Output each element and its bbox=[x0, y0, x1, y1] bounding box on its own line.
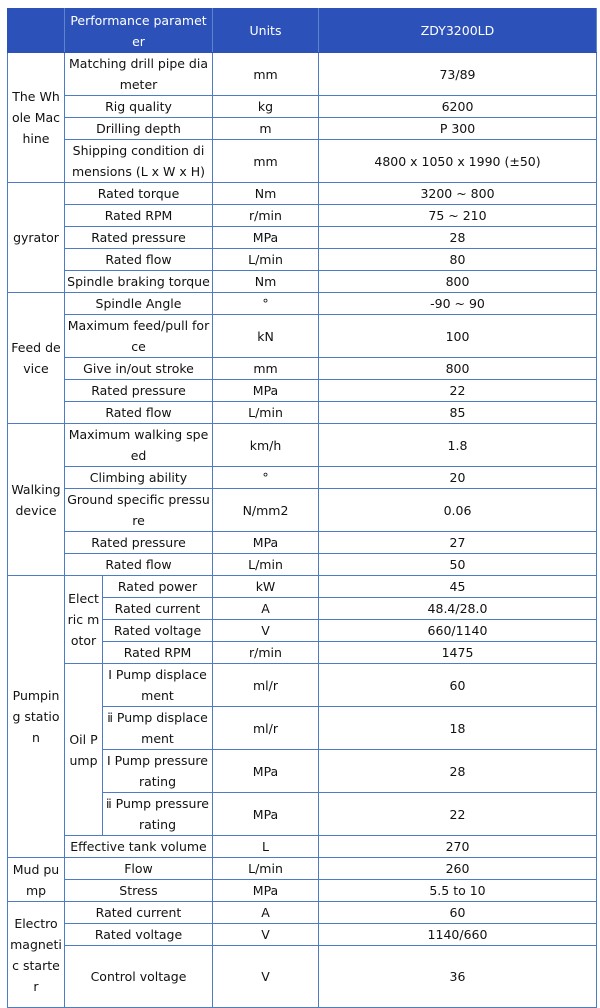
param-cell: Rated flow bbox=[65, 249, 213, 271]
param-cell: Rated flow bbox=[65, 402, 213, 424]
value-cell: 660/1140 bbox=[319, 620, 597, 642]
value-cell: 260 bbox=[319, 858, 597, 880]
value-cell: 6200 bbox=[319, 96, 597, 118]
param-cell: Climbing ability bbox=[65, 467, 213, 489]
param-cell: Rated torque bbox=[65, 183, 213, 205]
table-row bbox=[8, 924, 597, 946]
value-cell: -90 ~ 90 bbox=[319, 293, 597, 315]
table-row bbox=[8, 315, 597, 358]
group-whole-machine: The Whole Machine bbox=[8, 53, 65, 183]
table-row bbox=[8, 271, 597, 293]
value-cell: 270 bbox=[319, 836, 597, 858]
units-cell: r/min bbox=[213, 642, 319, 664]
units-cell: Nm bbox=[213, 271, 319, 293]
group-pumping-station: Pumping station bbox=[8, 576, 65, 858]
units-cell: m bbox=[213, 118, 319, 140]
value-cell: 75 ~ 210 bbox=[319, 205, 597, 227]
value-cell: 1140/660 bbox=[319, 924, 597, 946]
group-mud-pump: Mud pump bbox=[8, 858, 65, 902]
units-cell: V bbox=[213, 924, 319, 946]
units-cell: kg bbox=[213, 96, 319, 118]
units-cell: mm bbox=[213, 53, 319, 96]
param-cell: Rated current bbox=[103, 598, 213, 620]
units-cell: kN bbox=[213, 315, 319, 358]
units-cell: ml/r bbox=[213, 707, 319, 750]
param-cell: Control voltage bbox=[65, 946, 213, 1008]
units-cell: kW bbox=[213, 576, 319, 598]
subgroup-electric-motor: Electric motor bbox=[65, 576, 103, 664]
table-row bbox=[8, 96, 597, 118]
value-cell: 60 bbox=[319, 902, 597, 924]
header-model: ZDY3200LD bbox=[319, 9, 597, 53]
value-cell: 0.06 bbox=[319, 489, 597, 532]
units-cell: N/mm2 bbox=[213, 489, 319, 532]
value-cell: 73/89 bbox=[319, 53, 597, 96]
group-feed-device: Feed device bbox=[8, 293, 65, 424]
units-cell: ° bbox=[213, 293, 319, 315]
table-row bbox=[8, 53, 597, 96]
table-row bbox=[8, 118, 597, 140]
table-row bbox=[8, 249, 597, 271]
units-cell: L/min bbox=[213, 554, 319, 576]
param-cell: Rig quality bbox=[65, 96, 213, 118]
header-units: Units bbox=[213, 9, 319, 53]
param-cell: Spindle braking torque bbox=[65, 271, 213, 293]
value-cell: 1475 bbox=[319, 642, 597, 664]
param-cell: Effective tank volume bbox=[65, 836, 213, 858]
table-row bbox=[8, 467, 597, 489]
table-row bbox=[8, 946, 597, 1008]
table-row bbox=[8, 424, 597, 467]
table-row bbox=[8, 140, 597, 183]
value-cell: 45 bbox=[319, 576, 597, 598]
param-cell: Maximum walking speed bbox=[65, 424, 213, 467]
table-row bbox=[8, 836, 597, 858]
table-row bbox=[8, 293, 597, 315]
table-row bbox=[8, 902, 597, 924]
units-cell: A bbox=[213, 902, 319, 924]
param-cell: Rated RPM bbox=[103, 642, 213, 664]
value-cell: 28 bbox=[319, 227, 597, 249]
table-row bbox=[8, 532, 597, 554]
units-cell: ml/r bbox=[213, 664, 319, 707]
param-cell: Rated pressure bbox=[65, 532, 213, 554]
table-row bbox=[8, 858, 597, 880]
param-cell: Ⅰ Pump pressure rating bbox=[103, 750, 213, 793]
units-cell: V bbox=[213, 620, 319, 642]
param-cell: Rated voltage bbox=[103, 620, 213, 642]
units-cell: MPa bbox=[213, 793, 319, 836]
param-cell: Rated RPM bbox=[65, 205, 213, 227]
units-cell: A bbox=[213, 598, 319, 620]
param-cell: Spindle Angle bbox=[65, 293, 213, 315]
param-cell: Ⅰ Pump displacement bbox=[103, 664, 213, 707]
value-cell: 28 bbox=[319, 750, 597, 793]
units-cell: MPa bbox=[213, 750, 319, 793]
table-row bbox=[8, 402, 597, 424]
units-cell: Nm bbox=[213, 183, 319, 205]
value-cell: 36 bbox=[319, 946, 597, 1008]
value-cell: 800 bbox=[319, 271, 597, 293]
value-cell: 800 bbox=[319, 358, 597, 380]
units-cell: mm bbox=[213, 358, 319, 380]
value-cell: 50 bbox=[319, 554, 597, 576]
subgroup-oil-pump: Oil Pump bbox=[65, 664, 103, 836]
param-cell: Flow bbox=[65, 858, 213, 880]
units-cell: MPa bbox=[213, 380, 319, 402]
value-cell: 3200 ~ 800 bbox=[319, 183, 597, 205]
param-cell: ⅱ Pump displacement bbox=[103, 707, 213, 750]
param-cell: Rated pressure bbox=[65, 380, 213, 402]
param-cell: Shipping condition dimensions (L x W x H) bbox=[65, 140, 213, 183]
param-cell: Rated power bbox=[103, 576, 213, 598]
value-cell: P 300 bbox=[319, 118, 597, 140]
units-cell: V bbox=[213, 946, 319, 1008]
header-row bbox=[8, 9, 597, 53]
table-row bbox=[8, 489, 597, 532]
value-cell: 22 bbox=[319, 793, 597, 836]
table-row bbox=[8, 358, 597, 380]
units-cell: MPa bbox=[213, 227, 319, 249]
value-cell: 20 bbox=[319, 467, 597, 489]
table-row bbox=[8, 576, 597, 598]
param-cell: Matching drill pipe diameter bbox=[65, 53, 213, 96]
group-electromagnetic-starter: Electromagnetic starter bbox=[8, 902, 65, 1008]
spec-table bbox=[7, 8, 597, 1008]
units-cell: L/min bbox=[213, 402, 319, 424]
units-cell: L/min bbox=[213, 858, 319, 880]
value-cell: 100 bbox=[319, 315, 597, 358]
units-cell: km/h bbox=[213, 424, 319, 467]
param-cell: Rated voltage bbox=[65, 924, 213, 946]
param-cell: Give in/out stroke bbox=[65, 358, 213, 380]
value-cell: 22 bbox=[319, 380, 597, 402]
param-cell: Maximum feed/pull force bbox=[65, 315, 213, 358]
value-cell: 18 bbox=[319, 707, 597, 750]
group-walking-device: Walking device bbox=[8, 424, 65, 576]
header-parameter: Performance parameter bbox=[65, 9, 213, 53]
table-row bbox=[8, 227, 597, 249]
units-cell: MPa bbox=[213, 880, 319, 902]
value-cell: 85 bbox=[319, 402, 597, 424]
value-cell: 80 bbox=[319, 249, 597, 271]
units-cell: L bbox=[213, 836, 319, 858]
table-row bbox=[8, 183, 597, 205]
units-cell: ° bbox=[213, 467, 319, 489]
table-row bbox=[8, 205, 597, 227]
param-cell: Rated pressure bbox=[65, 227, 213, 249]
units-cell: r/min bbox=[213, 205, 319, 227]
value-cell: 60 bbox=[319, 664, 597, 707]
value-cell: 5.5 to 10 bbox=[319, 880, 597, 902]
param-cell: Rated flow bbox=[65, 554, 213, 576]
header-group-cell bbox=[8, 9, 65, 53]
units-cell: mm bbox=[213, 140, 319, 183]
value-cell: 1.8 bbox=[319, 424, 597, 467]
table-row bbox=[8, 880, 597, 902]
param-cell: Rated current bbox=[65, 902, 213, 924]
table-row bbox=[8, 380, 597, 402]
param-cell: ⅱ Pump pressure rating bbox=[103, 793, 213, 836]
value-cell: 48.4/28.0 bbox=[319, 598, 597, 620]
units-cell: L/min bbox=[213, 249, 319, 271]
param-cell: Stress bbox=[65, 880, 213, 902]
value-cell: 27 bbox=[319, 532, 597, 554]
value-cell: 4800 x 1050 x 1990 (±50) bbox=[319, 140, 597, 183]
table-row bbox=[8, 664, 597, 707]
param-cell: Drilling depth bbox=[65, 118, 213, 140]
table-row bbox=[8, 554, 597, 576]
units-cell: MPa bbox=[213, 532, 319, 554]
group-gyrator: gyrator bbox=[8, 183, 65, 293]
param-cell: Ground specific pressure bbox=[65, 489, 213, 532]
